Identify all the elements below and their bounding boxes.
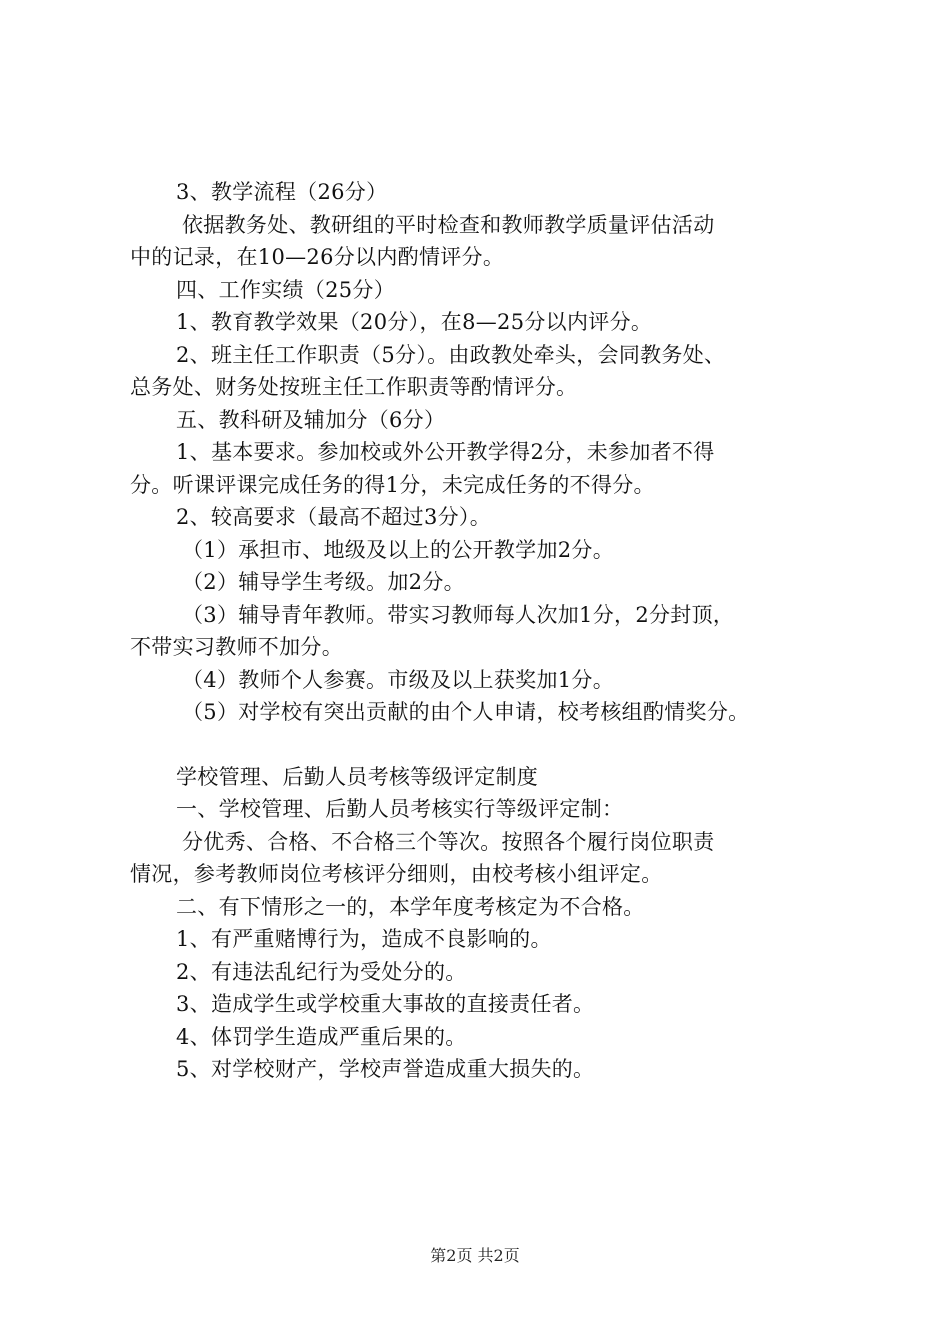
- page-number-footer: 第2页 共2页: [430, 1246, 520, 1265]
- section-heading: 一、学校管理、后勤人员考核实行等级评定制：: [176, 797, 624, 821]
- section-heading: 3、教学流程（26分）: [176, 180, 388, 204]
- paragraph-line: 依据教务处、教研组的平时检查和教师教学质量评估活动: [182, 212, 715, 237]
- list-item: 3、造成学生或学校重大事故的直接责任者。: [176, 992, 595, 1016]
- list-item: （1）承担市、地级及以上的公开教学加2分。: [182, 537, 615, 562]
- list-item: 5、对学校财产，学校声誉造成重大损失的。: [176, 1057, 595, 1081]
- section-heading: 二、有下情形之一的，本学年度考核定为不合格。: [176, 894, 645, 919]
- paragraph-line: 分优秀、合格、不合格三个等次。按照各个履行岗位职责: [182, 829, 715, 854]
- paragraph-line: 1、教育教学效果（20分），在8—25分以内评分。: [176, 310, 653, 334]
- list-item: （3）辅导青年教师。带实习教师每人次加1分，2分封顶，: [182, 602, 735, 627]
- paragraph-line: 2、班主任工作职责（5分）。由政教处牵头，会同教务处、: [176, 342, 726, 367]
- list-item: （2）辅导学生考级。加2分。: [182, 570, 465, 594]
- paragraph-line: 不带实习教师不加分。: [130, 635, 343, 659]
- list-item: 2、有违法乱纪行为受处分的。: [176, 959, 467, 984]
- paragraph-line: 分。听课评课完成任务的得1分，未完成任务的不得分。: [130, 472, 655, 497]
- list-item: 4、体罚学生造成严重后果的。: [176, 1024, 467, 1049]
- paragraph-line: 情况，参考教师岗位考核评分细则，由校考核小组评定。: [130, 862, 663, 886]
- paragraph-line: 1、基本要求。参加校或外公开教学得2分，未参加者不得: [176, 440, 715, 464]
- document-subtitle: 学校管理、后勤人员考核等级评定制度: [176, 764, 539, 789]
- list-item: （5）对学校有突出贡献的由个人申请，校考核组酌情奖分。: [182, 700, 750, 724]
- list-item: （4）教师个人参赛。市级及以上获奖加1分。: [182, 667, 615, 692]
- paragraph-gap: [130, 729, 850, 761]
- paragraph-line: 总务处、财务处按班主任工作职责等酌情评分。: [130, 375, 578, 399]
- section-heading: 四、工作实绩（25分）: [176, 277, 396, 302]
- document-body: [130, 176, 850, 1086]
- paragraph-line: 2、较高要求（最高不超过3分）。: [176, 505, 492, 529]
- paragraph-line: 中的记录，在10—26分以内酌情评分。: [130, 245, 505, 269]
- list-item: 1、有严重赌博行为，造成不良影响的。: [176, 927, 552, 951]
- section-heading: 五、教科研及辅加分（6分）: [176, 407, 446, 432]
